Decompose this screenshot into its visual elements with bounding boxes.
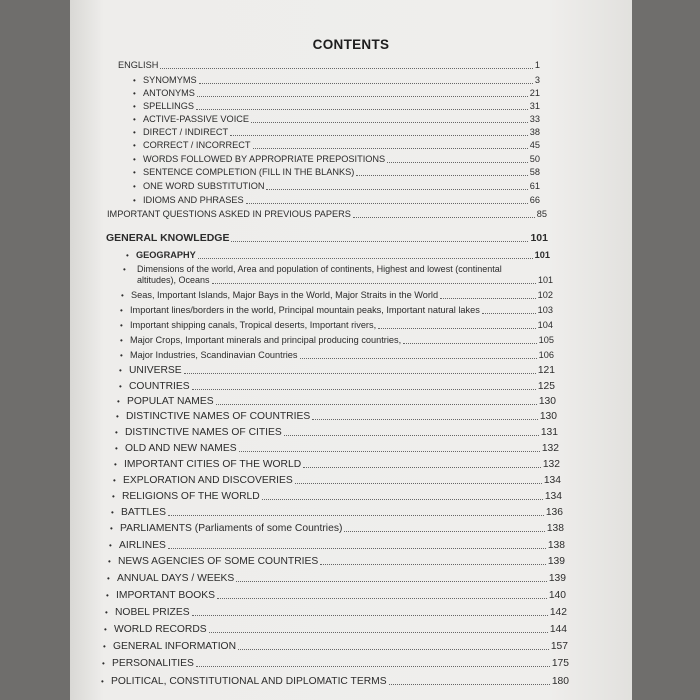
- toc-item: [120, 305, 553, 316]
- toc-item: [133, 181, 540, 192]
- toc-page: 121: [537, 365, 555, 376]
- toc-label: ANNUAL DAYS / WEEKS: [117, 573, 235, 584]
- toc-page: 61: [529, 181, 540, 191]
- toc-entry-dimensions: [123, 264, 553, 286]
- bullet-icon: •: [106, 591, 109, 600]
- toc-label: Important shipping canals, Tropical deserts, Important rivers,: [130, 320, 377, 330]
- dot-leader: [262, 499, 543, 500]
- dot-leader: [238, 649, 549, 650]
- toc-item: [103, 641, 568, 652]
- dot-leader: [246, 203, 528, 204]
- toc-page: 104: [537, 320, 553, 330]
- bullet-icon: •: [116, 412, 119, 421]
- bullet-icon: •: [101, 677, 104, 686]
- bullet-icon: •: [117, 397, 120, 406]
- dot-leader: [295, 483, 542, 484]
- toc-item: [133, 101, 540, 112]
- bullet-icon: •: [112, 492, 115, 501]
- dot-leader: [168, 548, 546, 549]
- toc-label: SYNOMYMS: [143, 75, 197, 85]
- dot-leader: [199, 83, 533, 84]
- toc-item: [116, 411, 557, 422]
- toc-item: [133, 154, 540, 165]
- toc-page: 140: [548, 590, 566, 601]
- toc-label: UNIVERSE: [129, 365, 182, 376]
- toc-item: [102, 658, 569, 669]
- toc-page: 31: [529, 101, 540, 111]
- toc-label: POPULAT NAMES: [127, 396, 214, 407]
- toc-item: [120, 320, 553, 331]
- toc-page: 134: [543, 475, 561, 486]
- bullet-icon: •: [113, 476, 116, 485]
- toc-item: [119, 365, 555, 376]
- dot-leader: [236, 581, 547, 582]
- toc-item: [108, 556, 565, 567]
- toc-entry-general-knowledge: [106, 233, 548, 244]
- dot-leader: [284, 435, 539, 436]
- bullet-icon: •: [115, 428, 118, 437]
- toc-label: WORLD RECORDS: [114, 624, 207, 635]
- toc-page: 1: [534, 60, 540, 70]
- toc-page: 139: [548, 573, 566, 584]
- bullet-icon: •: [133, 89, 136, 98]
- bullet-icon: •: [107, 574, 110, 583]
- bullet-icon: •: [133, 76, 136, 85]
- bullet-icon: •: [120, 306, 123, 315]
- toc-item: [120, 335, 554, 346]
- bullet-icon: •: [110, 524, 113, 533]
- toc-item: [114, 459, 560, 470]
- dot-leader: [196, 109, 528, 110]
- toc-label: NOBEL PRIZES: [115, 607, 190, 618]
- dot-leader: [212, 283, 536, 284]
- dot-leader: [356, 175, 527, 176]
- toc-page: 132: [541, 443, 559, 454]
- dot-leader: [192, 615, 548, 616]
- toc-item: [133, 140, 540, 151]
- dot-leader: [344, 531, 544, 532]
- dot-leader: [300, 358, 537, 359]
- dot-leader: [184, 373, 536, 374]
- bullet-icon: •: [121, 291, 124, 300]
- bullet-icon: •: [133, 196, 136, 205]
- toc-page: 45: [529, 140, 540, 150]
- dot-leader: [378, 328, 536, 329]
- toc-page: 66: [529, 195, 540, 205]
- dot-leader: [160, 68, 533, 69]
- toc-item: [133, 75, 540, 86]
- toc-label: CORRECT / INCORRECT: [143, 140, 251, 150]
- toc-label: Major Crops, Important minerals and principal producing countries,: [130, 335, 402, 345]
- toc-label: IMPORTANT QUESTIONS ASKED IN PREVIOUS PAPERS: [107, 209, 351, 219]
- toc-page: 33: [529, 114, 540, 124]
- toc-label: Seas, Important Islands, Major Bays in the World, Major Straits in the World: [131, 290, 439, 300]
- toc-page: 157: [550, 641, 568, 652]
- toc-label: DISTINCTIVE NAMES OF CITIES: [125, 427, 282, 438]
- dot-leader: [197, 96, 528, 97]
- dot-leader: [196, 666, 550, 667]
- bullet-icon: •: [133, 128, 136, 137]
- bullet-icon: •: [111, 508, 114, 517]
- toc-label: EXPLORATION AND DISCOVERIES: [123, 475, 293, 486]
- toc-label: IMPORTANT CITIES OF THE WORLD: [124, 459, 302, 470]
- toc-item: [104, 624, 567, 635]
- toc-item: [115, 427, 558, 438]
- toc-page: 175: [551, 658, 569, 669]
- dot-leader: [440, 298, 536, 299]
- toc-page: 144: [549, 624, 567, 635]
- toc-page: 106: [538, 350, 554, 360]
- toc-label: BATTLES: [121, 507, 167, 518]
- page-title: CONTENTS: [312, 37, 390, 52]
- toc-label: altitudes), Oceans: [137, 275, 210, 285]
- toc-item: [115, 443, 559, 454]
- toc-item: [133, 127, 540, 138]
- toc-page: 103: [537, 305, 553, 315]
- bullet-icon: •: [119, 366, 122, 375]
- toc-item: [110, 523, 564, 534]
- dot-leader: [216, 404, 537, 405]
- bullet-icon: •: [133, 155, 136, 164]
- dot-leader: [168, 515, 544, 516]
- toc-label: Important lines/borders in the world, Principal mountain peaks, Important natural lakes: [130, 305, 480, 315]
- toc-item: [117, 396, 556, 407]
- toc-label: NEWS AGENCIES OF SOME COUNTRIES: [118, 556, 319, 567]
- dot-leader: [387, 162, 528, 163]
- toc-label: OLD AND NEW NAMES: [125, 443, 237, 454]
- dot-leader: [209, 632, 548, 633]
- dot-leader: [320, 564, 546, 565]
- dot-leader: [230, 135, 528, 136]
- toc-page: 138: [547, 540, 565, 551]
- bullet-icon: •: [105, 608, 108, 617]
- toc-page: 139: [547, 556, 565, 567]
- bullet-icon: •: [108, 557, 111, 566]
- bullet-icon: •: [133, 182, 136, 191]
- toc-item: [107, 573, 566, 584]
- toc-page: 50: [529, 154, 540, 164]
- bullet-icon: •: [103, 642, 106, 651]
- toc-label: POLITICAL, CONSTITUTIONAL AND DIPLOMATIC TERMS: [111, 676, 387, 687]
- bullet-icon: •: [123, 265, 126, 274]
- toc-item: [109, 540, 565, 551]
- bullet-icon: •: [120, 351, 123, 360]
- toc-page: 132: [542, 459, 560, 470]
- bullet-icon: •: [119, 382, 122, 391]
- dot-leader: [217, 598, 547, 599]
- toc-page: 130: [539, 411, 557, 422]
- toc-label: GENERAL INFORMATION: [113, 641, 236, 652]
- toc-label: GEOGRAPHY: [136, 250, 196, 260]
- bullet-icon: •: [126, 251, 129, 260]
- toc-page: 105: [538, 335, 554, 345]
- bullet-icon: •: [133, 102, 136, 111]
- dot-leader: [403, 343, 536, 344]
- bullet-icon: •: [133, 115, 136, 124]
- toc-item: [111, 507, 563, 518]
- toc-label: ACTIVE-PASSIVE VOICE: [143, 114, 250, 124]
- toc-label: PERSONALITIES: [112, 658, 194, 669]
- toc-label: SPELLINGS: [143, 101, 195, 111]
- toc-item: [105, 607, 567, 618]
- toc-label: AIRLINES: [119, 540, 166, 551]
- bullet-icon: •: [114, 460, 117, 469]
- toc-label: IMPORTANT BOOKS: [116, 590, 215, 601]
- bullet-icon: •: [109, 541, 112, 550]
- dot-leader: [251, 122, 528, 123]
- toc-label: ENGLISH: [118, 60, 159, 70]
- toc-label: Major Industries, Scandinavian Countries: [130, 350, 298, 360]
- toc-label: ANTONYMS: [143, 88, 195, 98]
- dot-leader: [239, 451, 540, 452]
- dot-leader: [312, 419, 538, 420]
- toc-item: [119, 381, 555, 392]
- toc-page: 101: [537, 275, 553, 285]
- toc-page: 38: [529, 127, 540, 137]
- toc-page: 101: [534, 250, 550, 260]
- toc-label: GENERAL KNOWLEDGE: [106, 232, 230, 244]
- contents-page: [70, 0, 632, 700]
- toc-page: 58: [529, 167, 540, 177]
- toc-label: ONE WORD SUBSTITUTION: [143, 181, 265, 191]
- toc-page: 134: [544, 491, 562, 502]
- toc-page: 85: [536, 209, 547, 219]
- toc-label: DIRECT / INDIRECT: [143, 127, 229, 137]
- toc-page: 180: [551, 676, 569, 687]
- toc-entry-english: [118, 60, 540, 71]
- dot-leader: [198, 258, 533, 259]
- toc-page: 125: [537, 381, 555, 392]
- toc-label: COUNTRIES: [129, 381, 190, 392]
- dot-leader: [353, 217, 535, 218]
- dot-leader: [482, 313, 536, 314]
- dot-leader: [253, 148, 528, 149]
- toc-page: 138: [546, 523, 564, 534]
- toc-page: 21: [529, 88, 540, 98]
- bullet-icon: •: [120, 321, 123, 330]
- toc-label: WORDS FOLLOWED BY APPROPRIATE PREPOSITIONS: [143, 154, 386, 164]
- toc-page: 142: [549, 607, 567, 618]
- toc-item: [133, 195, 540, 206]
- toc-item: [133, 114, 540, 125]
- toc-entry-important-questions: [107, 209, 547, 220]
- toc-item: [113, 475, 561, 486]
- toc-page: 3: [534, 75, 540, 85]
- dot-leader: [266, 189, 527, 190]
- toc-label: IDIOMS AND PHRASES: [143, 195, 244, 205]
- toc-item: [121, 290, 553, 301]
- dot-leader: [389, 684, 550, 685]
- toc-label: DISTINCTIVE NAMES OF COUNTRIES: [126, 411, 311, 422]
- toc-page: 130: [538, 396, 556, 407]
- toc-label: SENTENCE COMPLETION (FILL IN THE BLANKS): [143, 167, 355, 177]
- dot-leader: [231, 241, 528, 242]
- toc-item: [133, 167, 540, 178]
- bullet-icon: •: [133, 168, 136, 177]
- toc-item: [106, 590, 566, 601]
- toc-label: PARLIAMENTS (Parliaments of some Countries): [120, 523, 343, 534]
- toc-label: RELIGIONS OF THE WORLD: [122, 491, 260, 502]
- bullet-icon: •: [115, 444, 118, 453]
- toc-page: 101: [530, 232, 548, 244]
- toc-page: 136: [545, 507, 563, 518]
- bullet-icon: •: [104, 625, 107, 634]
- bullet-icon: •: [120, 336, 123, 345]
- dot-leader: [192, 389, 536, 390]
- toc-page: 102: [537, 290, 553, 300]
- bullet-icon: •: [133, 141, 136, 150]
- toc-item: [112, 491, 562, 502]
- toc-page: 131: [540, 427, 558, 438]
- toc-item: [133, 88, 540, 99]
- toc-entry-geography: [126, 250, 550, 261]
- bullet-icon: •: [102, 659, 105, 668]
- toc-item: [101, 676, 569, 687]
- toc-label: Dimensions of the world, Area and population of continents, Highest and lowest (continental: [137, 264, 502, 274]
- dot-leader: [303, 467, 541, 468]
- toc-item: [120, 350, 554, 361]
